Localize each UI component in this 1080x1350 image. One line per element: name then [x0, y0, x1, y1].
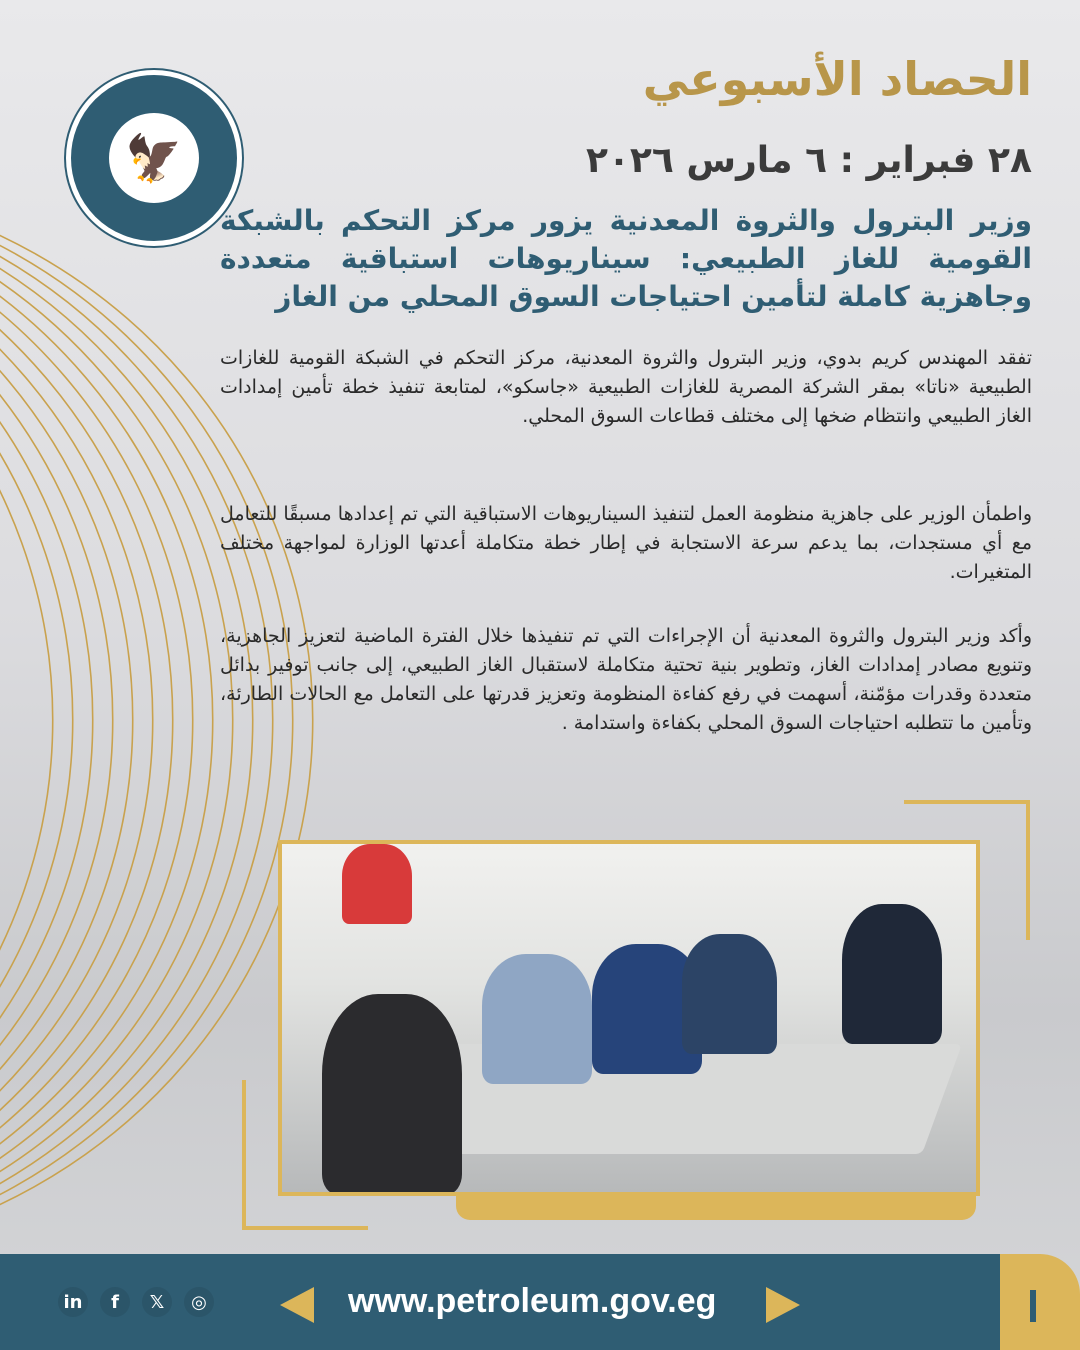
- article-paragraph: وأكد وزير البترول والثروة المعدنية أن الإجراءات التي تم تنفيذها خلال الفترة الماضية لتعزيز الجاهزية، وتنويع مصادر إمدادات الغاز، وتطوير بنية تحتية متكاملة لاستقبال الغاز الطبيعي، إلى جانب توفير بدائل متعددة وقدرات مؤمّنة، أسهمت في رفع كفاءة المنظومة وتعزيز قدرتها على التعامل مع الحالات الطارئة، وتأمين ما تتطلبه احتياجات السوق المحلي بكفاءة واستدامة .: [220, 625, 1032, 734]
- arrow-left-icon: [280, 1287, 314, 1323]
- page-title: الحصاد الأسبوعي: [642, 52, 1032, 106]
- page-number-bar: [1030, 1290, 1036, 1322]
- article-paragraph: تفقد المهندس كريم بدوي، وزير البترول والثروة المعدنية، مركز التحكم في الشبكة القومية للغازات الطبيعية «ناتا» بمقر الشركة المصرية للغازات الطبيعية «جاسكو»، لمتابعة تنفيذ خطة تأمين إمدادات الغاز الطبيعي وانتظام ضخها إلى مختلف قطاعات السوق المحلي.: [220, 347, 1032, 427]
- website-link[interactable]: www.petroleum.gov.eg: [348, 1282, 717, 1320]
- person-figure: [682, 934, 777, 1054]
- ministry-logo: [66, 70, 242, 246]
- facebook-icon[interactable]: f: [100, 1287, 130, 1317]
- person-figure: [482, 954, 592, 1084]
- person-figure: [322, 994, 462, 1194]
- instagram-icon[interactable]: ◎: [184, 1287, 214, 1317]
- x-twitter-icon[interactable]: 𝕏: [142, 1287, 172, 1317]
- linkedin-icon[interactable]: in: [58, 1287, 88, 1317]
- article-headline: وزير البترول والثروة المعدنية يزور مركز التحكم بالشبكة القومية للغاز الطبيعي: سيناريوهات استباقية متعددة وجاهزية كاملة لتأمين احتياجات السوق المحلي من الغاز: [220, 204, 1032, 313]
- page-indicator-corner: [1000, 1254, 1080, 1350]
- event-photo: [278, 840, 980, 1196]
- arrow-right-icon: [766, 1287, 800, 1323]
- person-figure: [842, 904, 942, 1044]
- date-range: ٢٨ فبراير : ٦ مارس ٢٠٢٦: [585, 140, 1032, 181]
- person-figure: [342, 844, 412, 924]
- eagle-emblem-icon: 🦅: [109, 113, 199, 203]
- article-paragraph: واطمأن الوزير على جاهزية منظومة العمل لتنفيذ السيناريوهات الاستباقية التي تم إعدادها مسبقًا للتعامل مع أي مستجدات، بما يدعم سرعة الاستجابة في إطار خطة متكاملة أعدتها الوزارة لمواجهة مختلف المتغيرات.: [220, 503, 1032, 583]
